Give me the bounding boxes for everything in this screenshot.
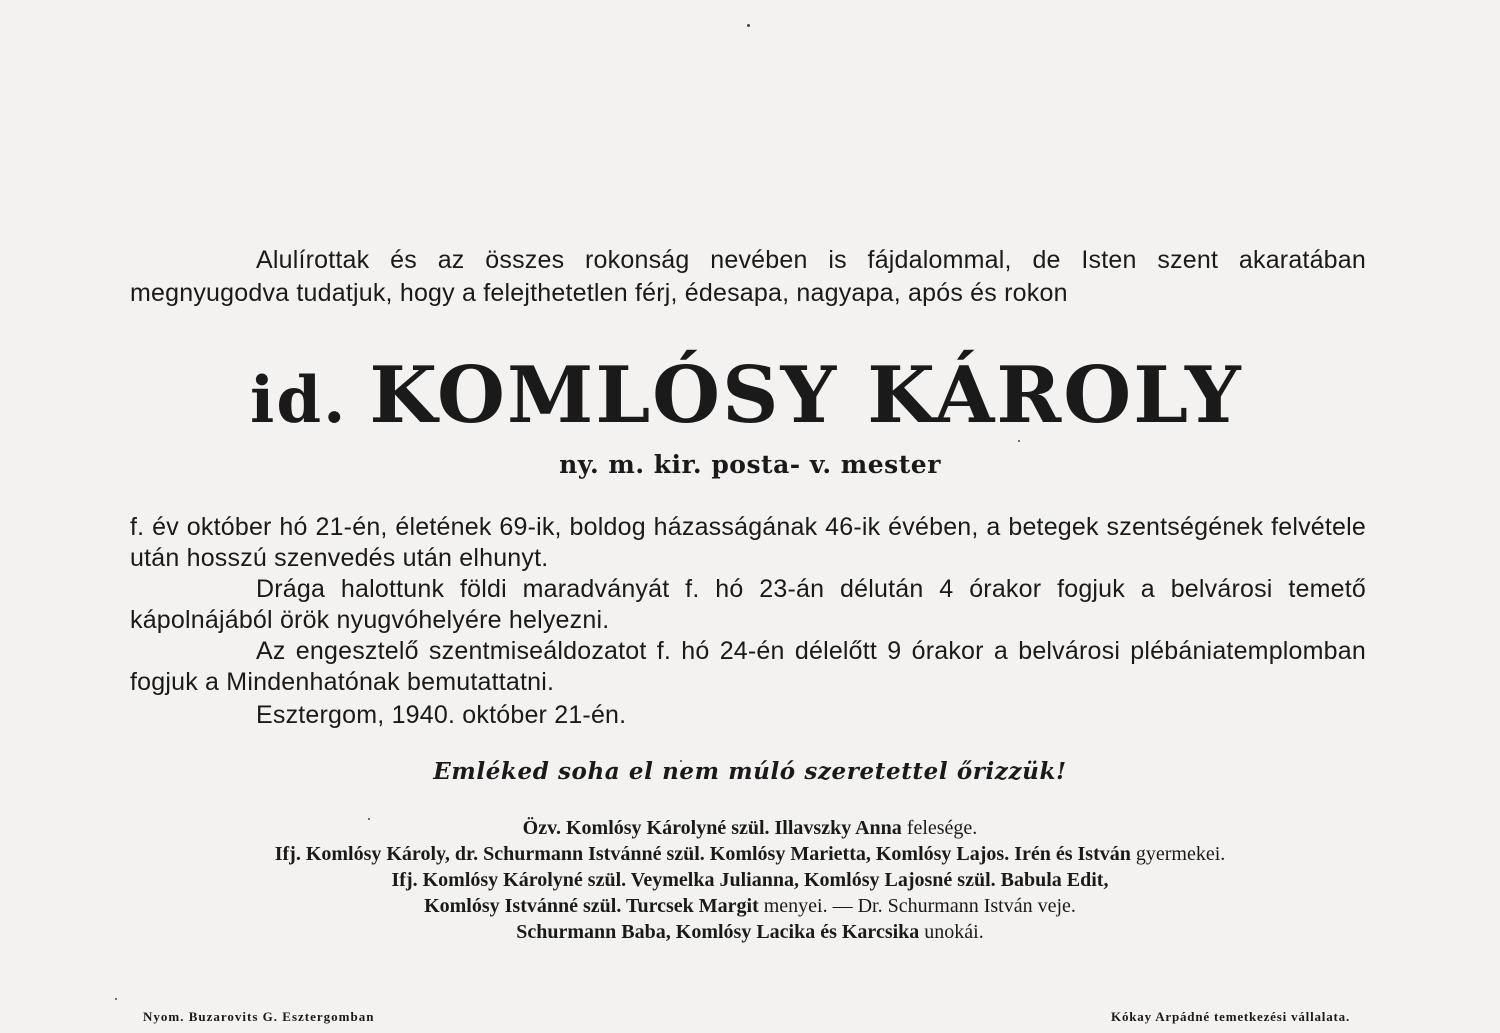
funeral-home-credit: Kókay Arpádné temetkezési vállalata. — [1111, 1009, 1350, 1024]
mourner-line: Ifj. Komlósy Károly, dr. Schurmann Istvánné szül. Komlósy Marietta, Komlósy Lajos. Irén és István gyermekei. — [274, 843, 1226, 865]
printer-credit: Nyom. Buzarovits G. Esztergomban — [143, 1009, 375, 1024]
mourner-line: Schurmann Baba, Komlósy Lacika és Karcsika unokái. — [516, 921, 984, 943]
motto: Emléked soha el nem múló szeretettel őrizzük! — [433, 758, 1067, 785]
print-speck — [115, 998, 117, 1000]
name-main: KOMLÓSY KÁROLY — [369, 350, 1243, 441]
intro-text: Alulírottak és az összes rokonság nevében is fájdalommal, de Isten szent akaratában megnyugodva tudatjuk, hogy a felejthetetlen férj, édesapa, nagyapa, após és rokon — [130, 246, 1366, 307]
paragraph-burial: Drága halottunk földi maradványát f. hó 23-án délután 4 órakor fogjuk a belvárosi temető kápolnájából örök nyugvóhelyére helyezni. — [130, 575, 1366, 634]
name-prefix: id. — [250, 363, 348, 438]
paragraph-mass: Az engesztelő szentmiseáldozatot f. hó 24-én délelőtt 9 órakor a belvárosi plébániatemplomban fogjuk a Mindenhatónak bemutattatni. — [130, 637, 1366, 696]
mourner-line: Ifj. Komlósy Károlyné szül. Veymelka Julianna, Komlósy Lajosné szül. Babula Edit, — [391, 869, 1109, 891]
notice-body — [130, 512, 1366, 731]
paragraph-death: f. év október hó 21-én, életének 69-ik, boldog házasságának 46-ik évében, a betegek szentségének felvétele után hosszú szenvedés után elhunyt. — [130, 513, 1366, 572]
mourner-line: Özv. Komlósy Károlyné szül. Illavszky Anna felesége. — [522, 817, 978, 839]
place-date: Esztergom, 1940. október 21-én. — [256, 701, 627, 729]
mourner-line: Komlósy Istvánné szül. Turcsek Margit menyei. — Dr. Schurmann István veje. — [424, 895, 1076, 917]
deceased-name — [250, 350, 1250, 441]
print-speck — [747, 24, 750, 27]
mourners-list — [0, 815, 1500, 945]
deceased-title: ny. m. kir. posta- v. mester — [559, 450, 941, 479]
